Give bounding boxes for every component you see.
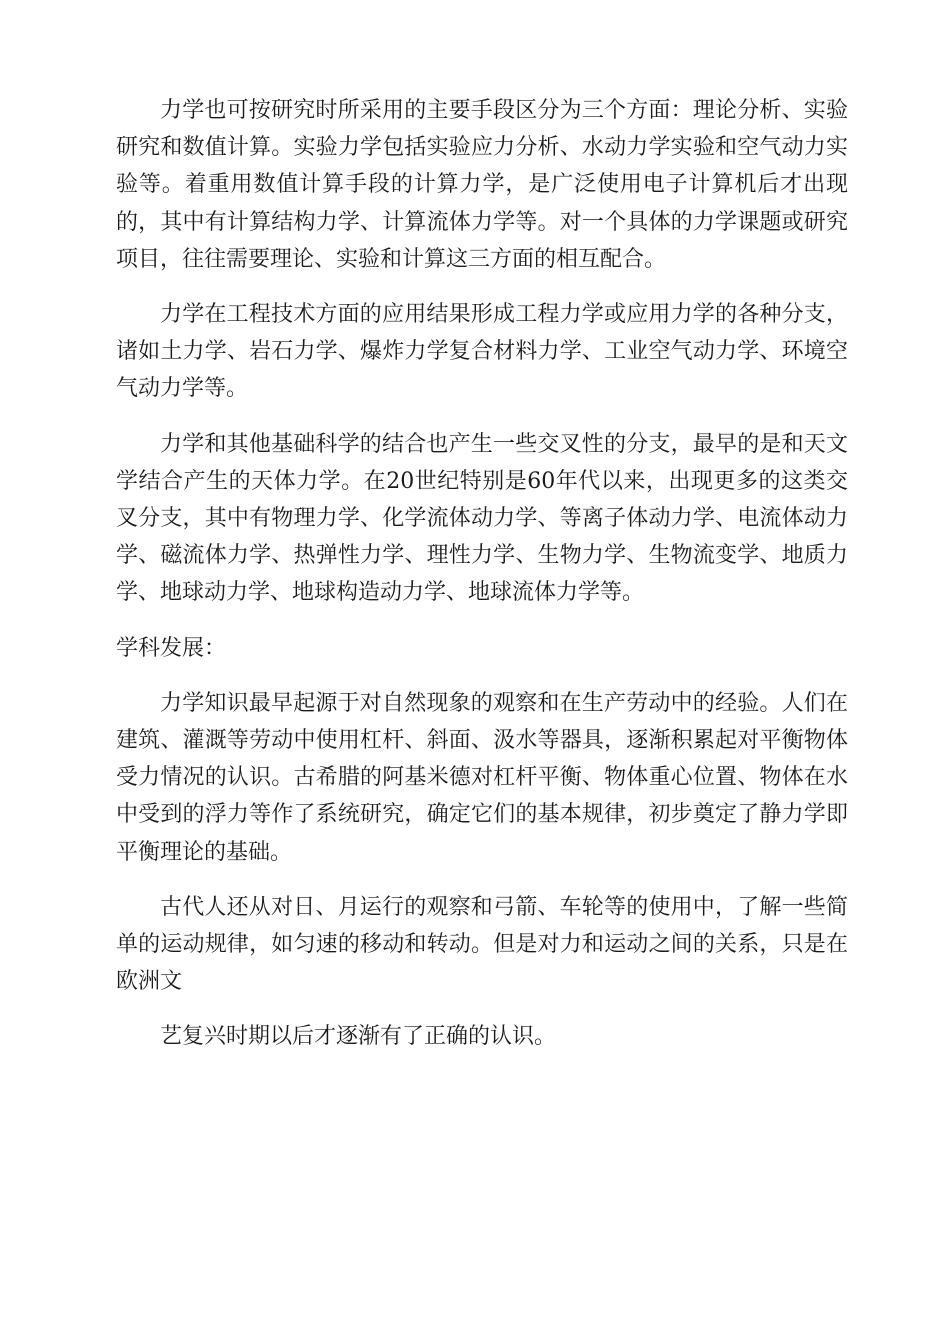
paragraph-research-methods: 力学也可按研究时所采用的主要手段区分为三个方面：理论分析、实验研究和数值计算。实验力学包括实验应力分析、水动力学实验和空气动力实验等。着重用数值计算手段的计算力学，是广泛使用电子计算机后才出现的，其中有计算结构力学、计算流体力学等。对一个具体的力学课题或研究项目，往往需要理论、实验和计算这三方面的相互配合。 (116, 98, 848, 272)
section-heading-development: 学科发展： (116, 635, 227, 661)
paragraph-engineering-applications: 力学在工程技术方面的应用结果形成工程力学或应用力学的各种分支，诸如土力学、岩石力学、爆炸力学复合材料力学、工业空气动力学、环境空气动力学等。 (116, 302, 848, 402)
paragraph-origins: 力学知识最早起源于对自然现象的观察和在生产劳动中的经验。人们在建筑、灌溉等劳动中使用杠杆、斜面、汲水等器具，逐渐积累起对平衡物体受力情况的认识。古希腊的阿基米德对杠杆平衡、物体重心位置、物体在水中受到的浮力等作了系统研究，确定它们的基本规律，初步奠定了静力学即平衡理论的基础。 (116, 690, 848, 865)
paragraph-renaissance: 艺复兴时期以后才逐渐有了正确的认识。 (160, 1024, 557, 1050)
document-body (116, 92, 848, 1074)
paragraph-cross-disciplines: 力学和其他基础科学的结合也产生一些交叉性的分支，最早的是和天文学结合产生的天体力学。在20世纪特别是60年代以来，出现更多的这类交叉分支，其中有物理力学、化学流体动力学、等离子体动力学、电流体动力学、磁流体力学、热弹性力学、理性力学、生物力学、生物流变学、地质力学、地球动力学、地球构造动力学、地球流体力学等。 (116, 431, 848, 606)
paragraph-ancient-motion: 古代人还从对日、月运行的观察和弓箭、车轮等的使用中，了解一些简单的运动规律，如匀速的移动和转动。但是对力和运动之间的关系，只是在欧洲文 (116, 894, 848, 995)
